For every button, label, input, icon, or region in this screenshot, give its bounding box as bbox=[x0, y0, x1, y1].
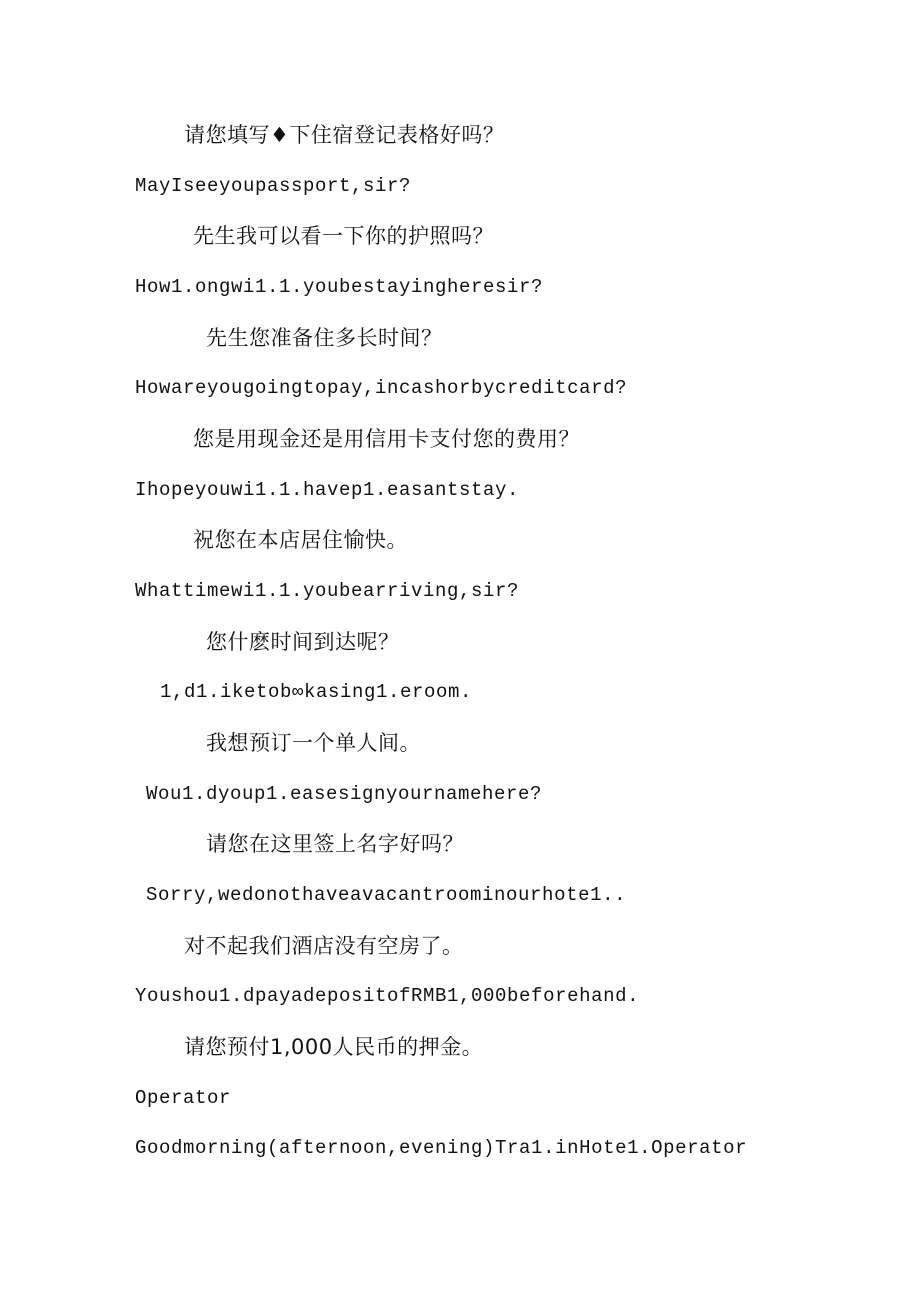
line-10-english: Whattimewi1.1.youbearriving,sir? bbox=[135, 580, 520, 602]
line-6-english: Howareyougoingtopay,incashorbycreditcard? bbox=[135, 377, 628, 399]
line-18-english: Youshou1.dpayadepositofRMB1,000beforehand. bbox=[135, 985, 640, 1007]
line-12-english: 1,d1.iketob∞kasing1.eroom. bbox=[160, 681, 473, 703]
line-1-chinese: 请您填写♦下住宿登记表格好吗？ bbox=[184, 123, 505, 147]
line-8-english: Ihopeyouwi1.1.havep1.easantstay. bbox=[135, 479, 520, 501]
line-7-chinese: 您是用现金还是用信用卡支付您的费用？ bbox=[193, 427, 580, 451]
line-13-chinese: 我想预订一个单人间。 bbox=[206, 731, 421, 755]
line-3-chinese: 先生我可以看一下你的护照吗？ bbox=[193, 224, 494, 248]
line-20-english: Operator bbox=[135, 1087, 232, 1109]
line-2-english: MayIseeyoupassport,sir? bbox=[135, 175, 412, 197]
line-4-english: How1.ongwi1.1.youbestayingheresir? bbox=[135, 276, 544, 298]
line-11-chinese: 您什麽时间到达呢？ bbox=[206, 630, 400, 654]
line-5-chinese: 先生您准备住多长时间？ bbox=[206, 326, 443, 350]
line-14-english: Wou1.dyoup1.easesignyournamehere? bbox=[146, 783, 543, 805]
line-17-chinese: 对不起我们酒店没有空房了。 bbox=[184, 934, 464, 958]
line-19-chinese: 请您预付1,000人民币的押金。 bbox=[184, 1035, 484, 1059]
line-21-english: Goodmorning(afternoon,evening)Tra1.inHote1.Operator bbox=[135, 1137, 748, 1159]
line-15-chinese: 请您在这里签上名字好吗？ bbox=[206, 832, 464, 856]
line-16-english: Sorry,wedonothaveavacantroominourhote1.. bbox=[146, 884, 627, 906]
line-9-chinese: 祝您在本店居住愉快。 bbox=[193, 528, 408, 552]
